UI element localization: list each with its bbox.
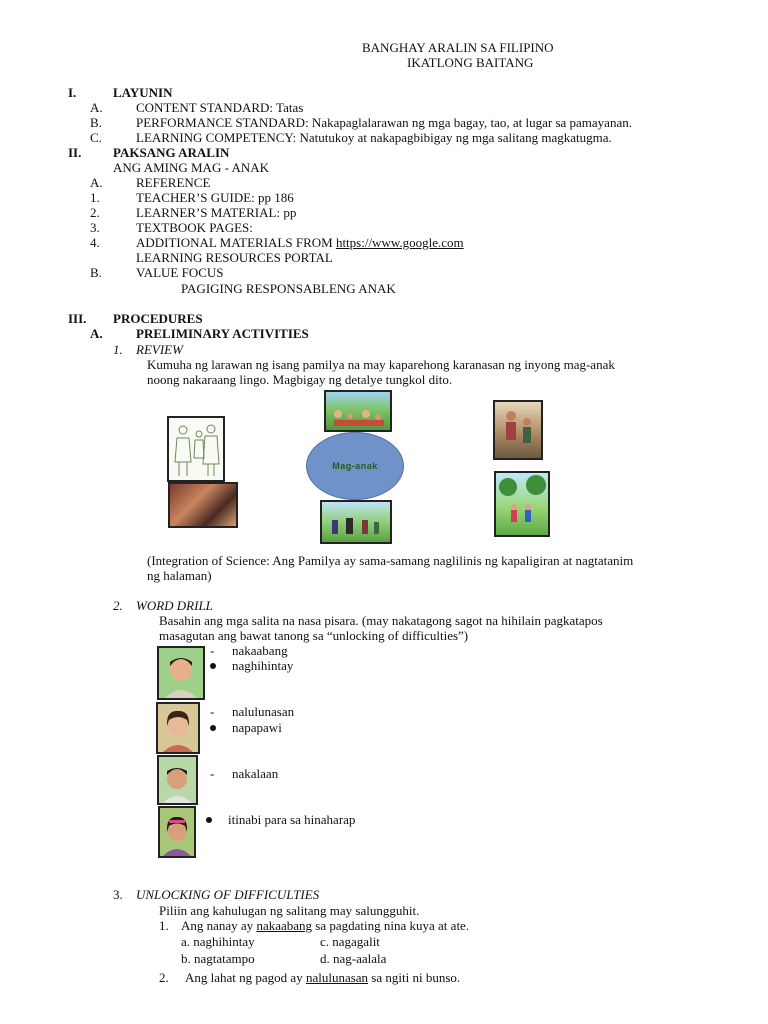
drill-word: nalulunasan xyxy=(232,704,295,719)
item-label: A. xyxy=(90,175,103,190)
question-1 xyxy=(181,918,469,933)
choice: a. naghihintay xyxy=(181,934,255,949)
unlocking-instruction: Piliin ang kahulugan ng salitang may salungguhit. xyxy=(159,903,420,918)
item-label: 1. xyxy=(90,190,100,205)
dash-marker: - xyxy=(210,643,215,658)
choice: b. nagtatampo xyxy=(181,951,255,966)
drill-word: nakalaan xyxy=(232,766,279,781)
drill-answer: naghihintay xyxy=(232,658,294,673)
lesson-topic: ANG AMING MAG - ANAK xyxy=(113,160,269,175)
item-label: A. xyxy=(90,326,103,341)
item-label: 3. xyxy=(113,887,123,902)
dash-marker: - xyxy=(210,766,215,781)
drill-answer: napapawi xyxy=(232,720,282,735)
value-focus-heading: VALUE FOCUS xyxy=(136,265,224,280)
center-label: Mag-anak xyxy=(332,461,378,471)
father-portrait xyxy=(157,646,205,700)
reference-heading: REFERENCE xyxy=(136,175,211,190)
teachers-guide: TEACHER’S GUIDE: pp 186 xyxy=(136,190,294,205)
drill-word: nakaabang xyxy=(232,643,288,658)
question-number: 2. xyxy=(159,970,169,985)
mother-portrait xyxy=(156,702,200,754)
section-heading-layunin: LAYUNIN xyxy=(113,85,173,100)
son-portrait xyxy=(157,755,198,805)
section-number: II. xyxy=(68,145,82,160)
review-heading: REVIEW xyxy=(136,342,183,357)
bullet-icon xyxy=(210,725,216,731)
item-label: A. xyxy=(90,100,103,115)
family-garden-image xyxy=(320,500,392,544)
family-gardening-image xyxy=(493,400,543,460)
choice: d. nag-aalala xyxy=(320,951,387,966)
underlined-word: nakaabang xyxy=(256,918,313,933)
learning-competency: LEARNING COMPETENCY: Natutukoy at nakapagbibigay ng mga salitang magkatugma. xyxy=(136,130,612,145)
dash-marker: - xyxy=(210,704,215,719)
word-drill-instruction: masagutan ang bawat tanong sa “unlocking of difficulties”) xyxy=(159,628,469,643)
item-label: 4. xyxy=(90,235,100,250)
document-title: BANGHAY ARALIN SA FILIPINO xyxy=(362,40,554,55)
family-park-image xyxy=(324,390,392,432)
family-sketch-image xyxy=(167,416,225,482)
item-label: 2. xyxy=(113,598,123,613)
drill-answer: itinabi para sa hinaharap xyxy=(228,812,356,827)
grade-level: IKATLONG BAITANG xyxy=(407,55,534,70)
family-dining-photo xyxy=(168,482,238,528)
section-number: III. xyxy=(68,311,87,326)
review-instruction: noong nakaraang lingo. Magbigay ng detalye tungkol dito. xyxy=(147,372,453,387)
review-instruction: Kumuha ng larawan ng isang pamilya na may kaparehong karanasan ng inyong mag-anak xyxy=(147,357,615,372)
value-focus: PAGIGING RESPONSABLENG ANAK xyxy=(181,281,396,296)
question-text: Ang lahat ng pagod ay xyxy=(185,970,306,985)
item-label: C. xyxy=(90,130,102,145)
section-number: I. xyxy=(68,85,77,100)
additional-materials-label: ADDITIONAL MATERIALS FROM xyxy=(136,235,336,250)
question-text: sa ngiti ni bunso. xyxy=(368,970,461,985)
performance-standard: PERFORMANCE STANDARD: Nakapaglalarawan ng mga bagay, tao, at lugar sa pamayanan. xyxy=(136,115,632,130)
section-heading-procedures: PROCEDURES xyxy=(113,311,203,326)
word-drill-heading: WORD DRILL xyxy=(136,598,213,613)
textbook-pages: TEXTBOOK PAGES: xyxy=(136,220,253,235)
content-standard: CONTENT STANDARD: Tatas xyxy=(136,100,304,115)
science-integration: (Integration of Science: Ang Pamilya ay sama-samang naglilinis ng kapaligiran at nagtatanim xyxy=(147,553,634,568)
question-text: Ang nanay ay xyxy=(181,918,257,933)
choice: c. nagagalit xyxy=(320,934,380,949)
unlocking-heading: UNLOCKING OF DIFFICULTIES xyxy=(136,887,320,902)
bullet-icon xyxy=(210,663,216,669)
daughter-portrait xyxy=(158,806,196,858)
word-drill-instruction: Basahin ang mga salita na nasa pisara. (may nakatagong sagot na hihilain pagkatapos xyxy=(159,613,603,628)
question-number: 1. xyxy=(159,918,169,933)
preliminary-activities-heading: PRELIMINARY ACTIVITIES xyxy=(136,326,309,341)
underlined-word: nalulunasan xyxy=(305,970,369,985)
question-text: sa pagdating nina kuya at ate. xyxy=(312,918,470,933)
item-label: 1. xyxy=(113,342,123,357)
item-label: B. xyxy=(90,115,102,130)
science-integration: ng halaman) xyxy=(147,568,212,583)
section-heading-paksang: PAKSANG ARALIN xyxy=(113,145,230,160)
item-label: 2. xyxy=(90,205,100,220)
learners-material: LEARNER’S MATERIAL: pp xyxy=(136,205,297,220)
google-link[interactable]: https://www.google.com xyxy=(335,235,464,250)
learning-resources-portal: LEARNING RESOURCES PORTAL xyxy=(136,250,333,265)
mag-anak-center-node xyxy=(306,432,404,500)
family-trees-image xyxy=(494,471,550,537)
question-2 xyxy=(185,970,460,985)
additional-materials xyxy=(136,235,464,250)
item-label: B. xyxy=(90,265,102,280)
bullet-icon xyxy=(206,817,212,823)
item-label: 3. xyxy=(90,220,100,235)
